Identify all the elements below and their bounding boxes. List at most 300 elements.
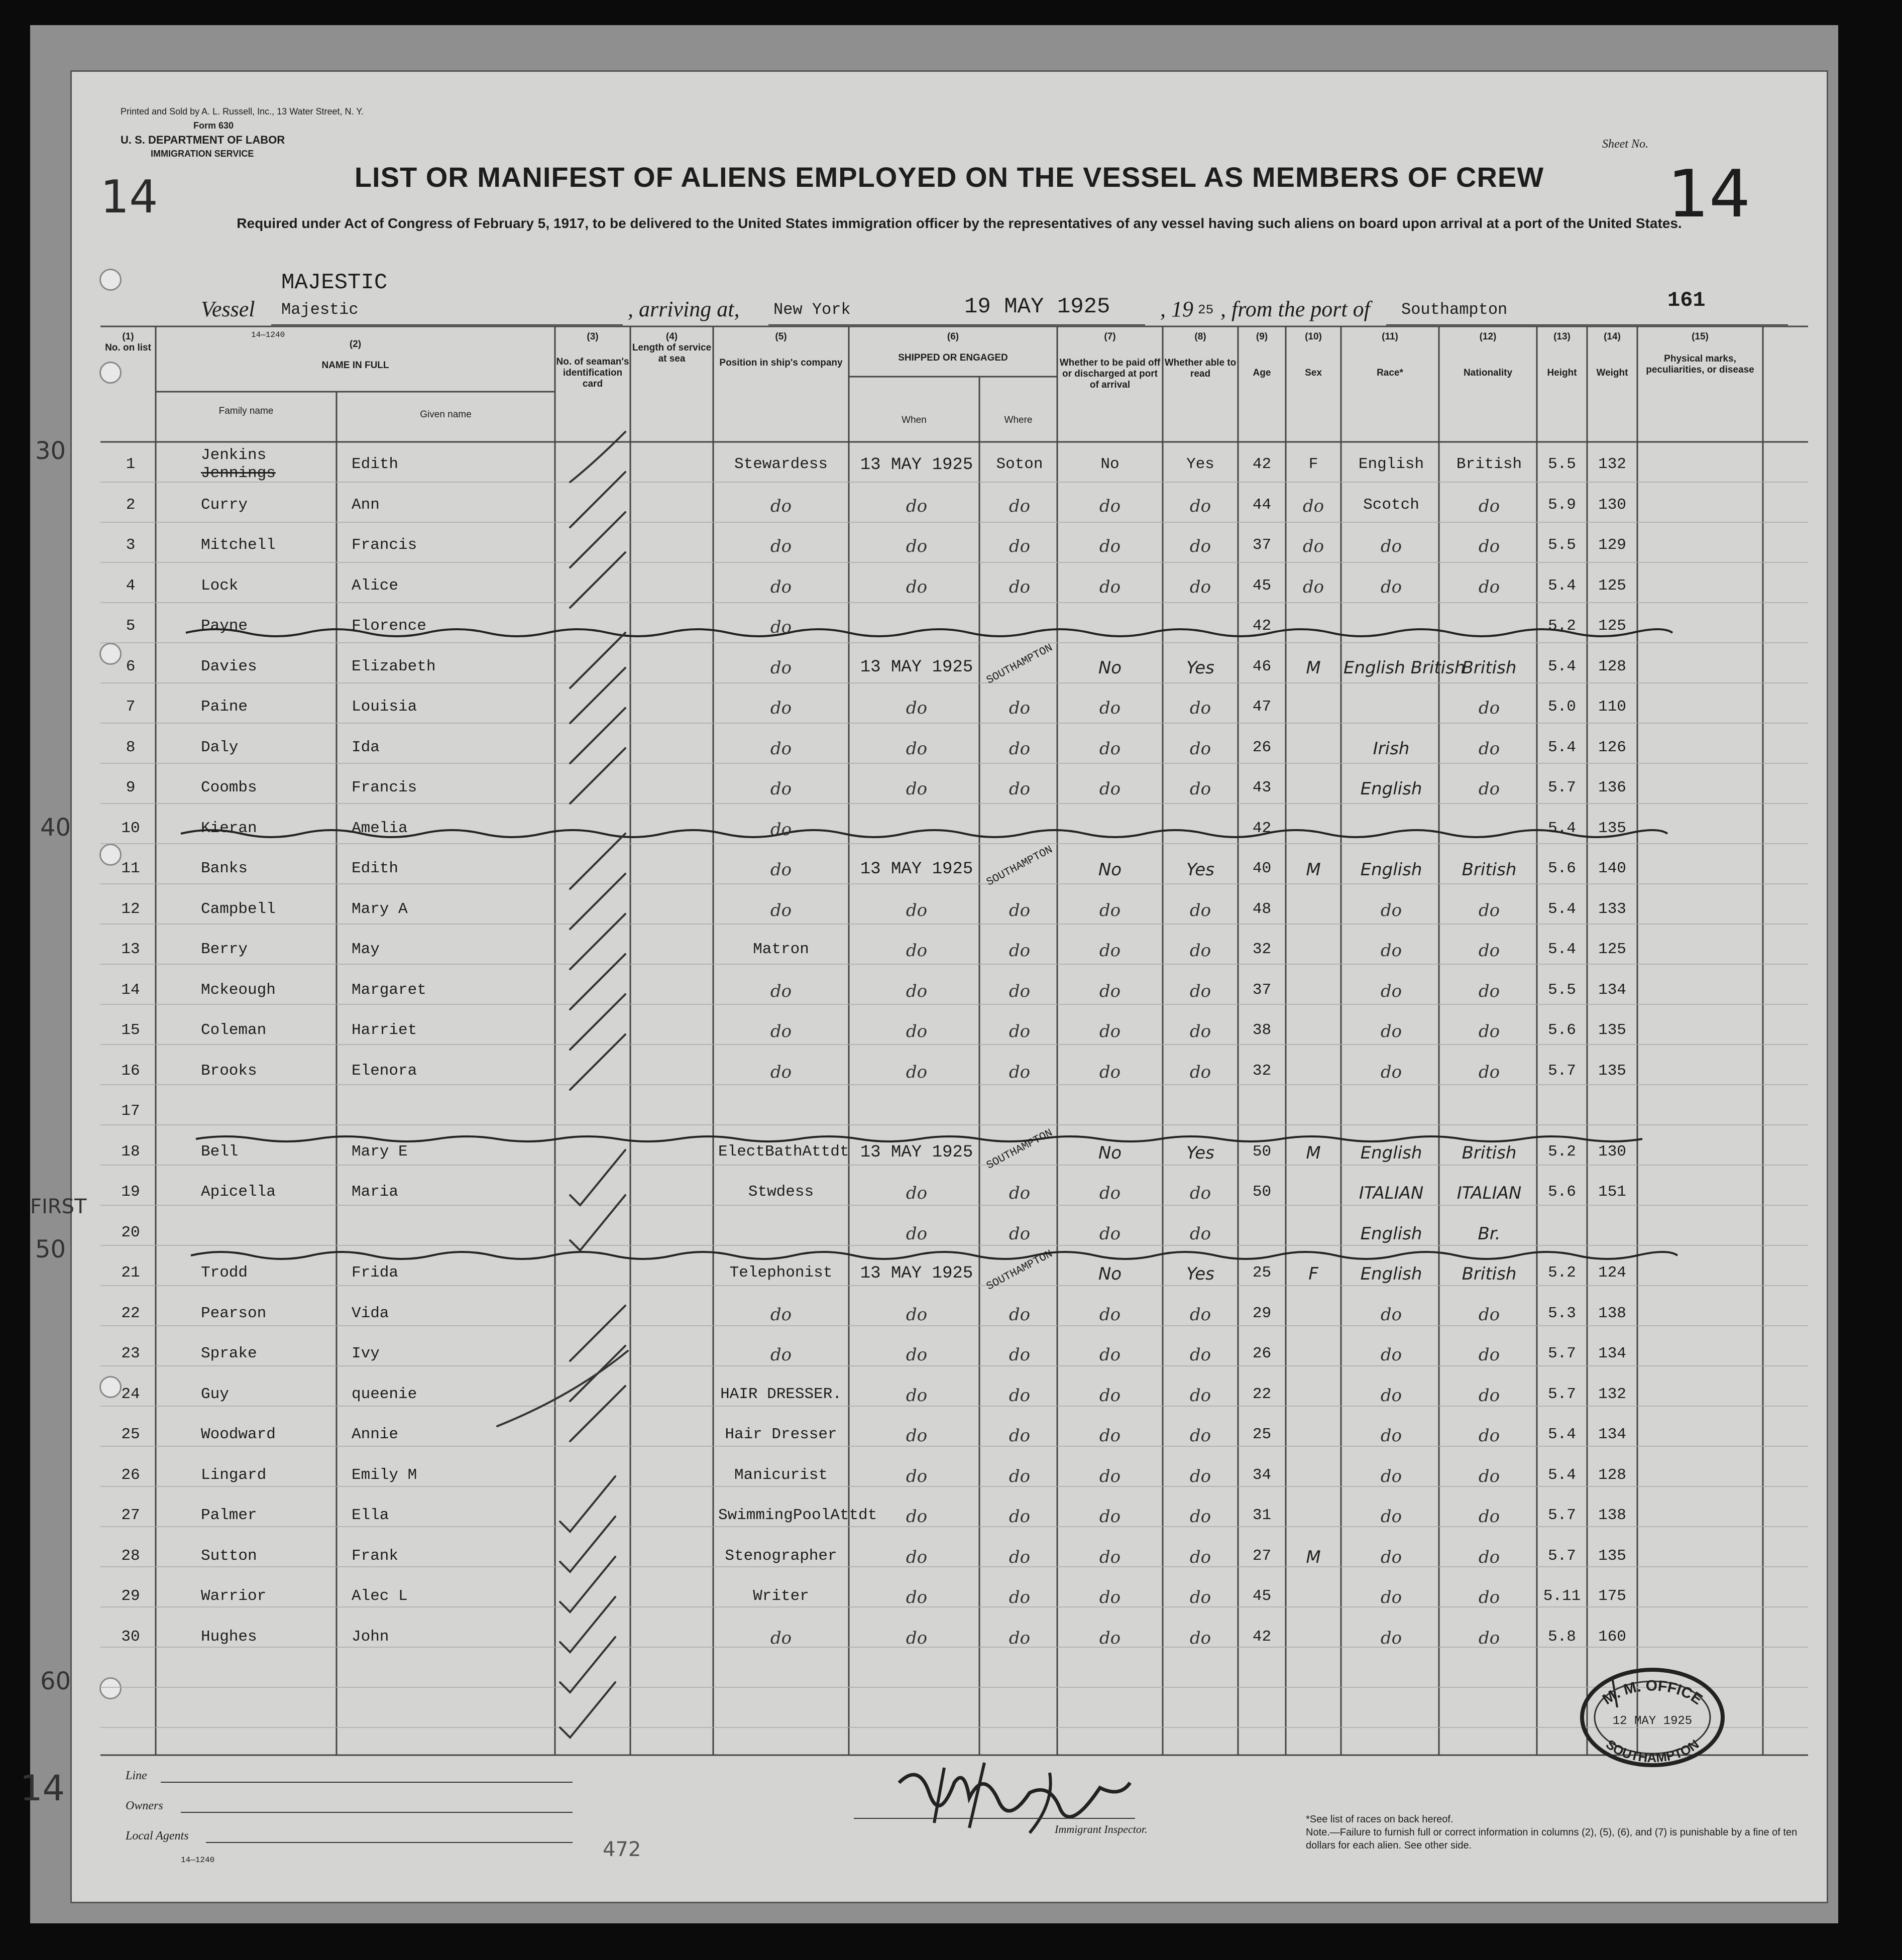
cell-when: do	[906, 1062, 928, 1082]
cell-age: 40	[1252, 860, 1272, 877]
stamp-office-text: M. M. OFFICE	[1599, 1677, 1706, 1708]
cell-when: 13 MAY 1925	[860, 455, 973, 475]
cell-no: 1	[126, 455, 136, 473]
cell-read: do	[1189, 1507, 1211, 1527]
cell-paid: No	[1098, 860, 1122, 880]
cell-height: 5.6	[1548, 860, 1576, 877]
cell-age: 42	[1252, 1628, 1272, 1646]
cell-weight: 135	[1598, 1021, 1626, 1039]
cell-when: do	[906, 1628, 928, 1648]
cell-read: do	[1189, 941, 1211, 961]
cell-position: do	[770, 779, 792, 799]
cell-family: Apicella	[201, 1183, 276, 1201]
cell-weight: 136	[1598, 779, 1626, 796]
punch-hole	[99, 362, 122, 384]
cell-where: do	[1009, 698, 1031, 718]
cell-when: do	[906, 1587, 928, 1607]
cell-age: 47	[1252, 698, 1272, 716]
cell-family: Mitchell	[201, 536, 276, 554]
table-row	[70, 485, 1828, 525]
cell-no: 22	[121, 1304, 140, 1322]
cell-given: Alec L	[352, 1587, 408, 1605]
vessel-stamp: MAJESTIC	[281, 270, 388, 295]
cell-paid: do	[1099, 1062, 1121, 1082]
owners-label: Owners	[126, 1799, 163, 1812]
cell-paid: do	[1099, 698, 1121, 718]
cell-weight: 134	[1598, 1345, 1626, 1362]
cell-given: Maria	[352, 1183, 399, 1201]
stamp-date-text: 12 MAY 1925	[1612, 1714, 1693, 1728]
cell-position: Matron	[753, 941, 809, 958]
cell-height: 5.2	[1548, 1264, 1576, 1282]
table-row	[70, 1495, 1828, 1536]
inspector-label: Immigrant Inspector.	[1055, 1823, 1148, 1835]
punch-hole	[99, 269, 122, 291]
table-row	[70, 687, 1828, 727]
cell-age: 45	[1252, 1587, 1272, 1605]
cell-when: do	[906, 1183, 928, 1203]
cell-family: Berry	[201, 941, 248, 958]
vessel-line	[201, 270, 1808, 339]
cell-height: 5.0	[1548, 698, 1576, 716]
cell-race: Scotch	[1363, 496, 1419, 514]
cell-given: John	[352, 1628, 389, 1646]
margin-note-60: 60	[40, 1667, 71, 1695]
cell-position: SwimmingPoolAttdt	[718, 1507, 877, 1524]
cell-no: 14	[121, 981, 140, 999]
cell-where: do	[1009, 1507, 1031, 1527]
cell-weight: 125	[1598, 941, 1626, 958]
col-header-8: (8) Whether able to read	[1164, 331, 1237, 379]
cell-paid: do	[1099, 779, 1121, 799]
cell-race: do	[1380, 941, 1402, 961]
cell-given: Louisia	[352, 698, 417, 716]
cell-where: SOUTHAMPTON	[984, 1247, 1055, 1293]
cell-nat: do	[1478, 981, 1500, 1001]
cell-nat: do	[1478, 496, 1500, 516]
cell-family: Lingard	[201, 1466, 267, 1484]
cell-where: do	[1009, 536, 1031, 556]
cell-given: Emily M	[352, 1466, 417, 1484]
cell-family: Daly	[201, 738, 239, 756]
local-agents-field	[206, 1842, 573, 1843]
cell-paid: No	[1098, 1264, 1122, 1284]
cell-where: do	[1009, 1547, 1031, 1567]
cell-family: Banks	[201, 860, 248, 877]
col-header-5: (5) Position in ship's company	[719, 331, 843, 368]
cell-read: do	[1189, 738, 1211, 759]
cell-weight: 140	[1598, 860, 1626, 877]
cell-family: Palmer	[201, 1507, 257, 1524]
cell-no: 13	[121, 941, 140, 958]
cell-race: do	[1380, 1426, 1402, 1446]
cell-height: 5.5	[1548, 536, 1576, 554]
cell-read: do	[1189, 1385, 1211, 1406]
table-row	[70, 1617, 1828, 1657]
cell-no: 19	[121, 1183, 140, 1201]
table-row	[70, 1455, 1828, 1495]
cell-weight: 135	[1598, 1062, 1626, 1080]
cell-position: do	[770, 496, 792, 516]
cell-read: Yes	[1186, 860, 1214, 880]
cell-sex: do	[1302, 577, 1324, 597]
table-row	[70, 1415, 1828, 1455]
cell-race: do	[1380, 1304, 1402, 1325]
cell-position: ElectBathAttdt	[718, 1142, 849, 1161]
cell-family: Guy	[201, 1385, 229, 1403]
cell-nat: do	[1478, 1062, 1500, 1082]
cell-position: do	[770, 1062, 792, 1082]
table-row	[70, 1576, 1828, 1617]
cell-paid: No	[1100, 455, 1120, 473]
cell-position: do	[770, 1304, 792, 1325]
cell-where: do	[1009, 1628, 1031, 1648]
cell-age: 37	[1252, 536, 1272, 554]
cell-no: 7	[126, 698, 136, 716]
cell-age: 50	[1252, 1142, 1272, 1161]
table-row	[70, 566, 1828, 606]
cell-family: Jenkins	[201, 446, 267, 464]
cell-race: English	[1358, 455, 1424, 473]
cell-position: do	[770, 1628, 792, 1648]
cell-race: do	[1380, 1345, 1402, 1365]
cell-given: Frank	[352, 1547, 399, 1565]
cell-read: do	[1189, 779, 1211, 799]
cell-when: do	[906, 1304, 928, 1325]
cell-where: do	[1009, 1466, 1031, 1486]
cell-weight: 134	[1598, 981, 1626, 999]
cell-position: do	[770, 900, 792, 920]
col-header-4: (4) Length of service at sea	[632, 331, 712, 364]
cell-read: do	[1189, 1466, 1211, 1486]
table-row	[70, 889, 1828, 930]
svg-text:M. M. OFFICE	[1600, 1677, 1706, 1708]
cell-race: English	[1360, 1264, 1422, 1284]
cell-family: Paine	[201, 698, 248, 716]
cell-family: Coombs	[201, 779, 257, 796]
col-header-14: (14) Weight	[1596, 331, 1628, 378]
cell-family: Campbell	[201, 900, 276, 918]
cell-paid: do	[1099, 738, 1121, 759]
cell-read: do	[1189, 1062, 1211, 1082]
cell-no: 27	[121, 1507, 140, 1524]
cell-weight: 126	[1598, 738, 1626, 756]
table-row	[70, 930, 1828, 970]
col-header-family: Family name	[218, 406, 274, 416]
cell-read: do	[1189, 1183, 1211, 1203]
cell-position: do	[770, 819, 792, 840]
cell-when: 13 MAY 1925	[860, 1142, 973, 1162]
cell-height: 5.4	[1548, 657, 1576, 675]
cell-where: do	[1009, 1223, 1031, 1244]
cell-weight: 130	[1598, 496, 1626, 514]
cell-read: do	[1189, 1628, 1211, 1648]
cell-height: 5.4	[1548, 819, 1576, 837]
cell-read: do	[1189, 1223, 1211, 1244]
cell-position: do	[770, 860, 792, 880]
cell-family: Brooks	[201, 1062, 257, 1080]
table-row	[70, 1374, 1828, 1415]
cell-paid: do	[1099, 1547, 1121, 1567]
table-row	[70, 606, 1828, 646]
cell-race: do	[1380, 1507, 1402, 1527]
sheet-number: 14	[1667, 156, 1751, 232]
cell-family: Bell	[201, 1142, 239, 1161]
col-header-11: (11) Race*	[1377, 331, 1403, 378]
table-row	[70, 525, 1828, 565]
punch-hole	[99, 1677, 122, 1699]
cell-given: Vida	[352, 1304, 389, 1322]
cell-age: 37	[1252, 981, 1272, 999]
cell-position: do	[770, 981, 792, 1001]
cell-when: do	[906, 1426, 928, 1446]
cell-position: do	[770, 617, 792, 637]
cell-paid: do	[1099, 496, 1121, 516]
cell-age: 32	[1252, 941, 1272, 958]
cell-nat: do	[1478, 1587, 1500, 1607]
cell-sex: M	[1306, 1142, 1321, 1163]
from-port-label: , from the port of	[1220, 297, 1370, 321]
cell-read: Yes	[1186, 1264, 1214, 1284]
table-row	[70, 728, 1828, 768]
cell-age: 45	[1252, 577, 1272, 595]
cell-age: 25	[1252, 1426, 1272, 1443]
cell-height: 5.4	[1548, 738, 1576, 756]
cell-no: 17	[121, 1102, 140, 1120]
cell-where: do	[1009, 779, 1031, 799]
cell-paid: No	[1098, 657, 1122, 678]
corner-handwritten-number: 14	[100, 171, 158, 223]
cell-race: do	[1380, 1466, 1402, 1486]
cell-where: do	[1009, 1345, 1031, 1365]
manifest-sheet	[20, 70, 1828, 1903]
table-row	[70, 970, 1828, 1010]
cell-given: May	[352, 941, 380, 958]
vessel-label: Vessel	[201, 297, 255, 321]
cell-nat: do	[1478, 1547, 1500, 1567]
cell-family: Davies	[201, 657, 257, 675]
cell-age: 46	[1252, 657, 1272, 675]
cell-read: do	[1189, 1426, 1211, 1446]
cell-height: 5.7	[1548, 1062, 1576, 1080]
sheet-number-label: Sheet No.	[1602, 138, 1648, 151]
cell-weight: 138	[1598, 1507, 1626, 1524]
cell-given: Annie	[352, 1426, 399, 1443]
cell-where: do	[1009, 900, 1031, 920]
cell-age: 48	[1252, 900, 1272, 918]
cell-read: do	[1189, 1304, 1211, 1325]
cell-where: do	[1009, 1062, 1031, 1082]
cell-weight: 134	[1598, 1426, 1626, 1443]
cell-where: SOUTHAMPTON	[984, 641, 1055, 687]
cell-position: do	[770, 1345, 792, 1365]
table-row	[70, 1334, 1828, 1374]
cell-nat: do	[1478, 900, 1500, 920]
cell-age: 32	[1252, 1062, 1272, 1080]
cell-when: 13 MAY 1925	[860, 1264, 973, 1283]
cell-weight: 125	[1598, 577, 1626, 595]
table-row	[70, 1536, 1828, 1576]
cell-age: 42	[1252, 617, 1272, 635]
cell-position: Stwdess	[748, 1183, 814, 1201]
table-row	[70, 444, 1828, 485]
arrival-date-stamp: 19 MAY 1925	[964, 294, 1110, 319]
cell-nat: do	[1478, 779, 1500, 799]
cell-weight: 110	[1598, 698, 1626, 716]
cell-family: Mckeough	[201, 981, 276, 999]
cell-no: 25	[121, 1426, 140, 1443]
cell-nat: do	[1478, 577, 1500, 597]
cell-where: do	[1009, 1426, 1031, 1446]
cell-nat: do	[1478, 1628, 1500, 1648]
cell-race: do	[1380, 1587, 1402, 1607]
cell-height: 5.2	[1548, 617, 1576, 635]
cell-height: 5.3	[1548, 1304, 1576, 1322]
document-subtitle: Required under Act of Congress of February 5, 1917, to be delivered to the United States immigration officer by the representatives of any vessel having such aliens on board upon arrival at a port of the United States.	[237, 215, 1682, 231]
cell-paid: do	[1099, 1628, 1121, 1648]
cell-nat: British	[1462, 1264, 1517, 1284]
departure-port: Southampton	[1401, 300, 1508, 319]
cell-when: do	[906, 536, 928, 556]
cell-no: 16	[121, 1062, 140, 1080]
cell-age: 38	[1252, 1021, 1272, 1039]
cell-where: do	[1009, 1304, 1031, 1325]
cell-height: 5.6	[1548, 1021, 1576, 1039]
margin-note-40: 40	[40, 814, 71, 842]
cell-when: do	[906, 1021, 928, 1042]
cell-no: 8	[126, 738, 136, 756]
cell-position: do	[770, 657, 792, 678]
cell-race: do	[1380, 577, 1402, 597]
cell-nat: British	[1462, 1142, 1517, 1163]
inspector-signature-line	[854, 1818, 1135, 1819]
cell-race: do	[1380, 1021, 1402, 1042]
cell-where: Soton	[996, 455, 1043, 473]
cell-nat: do	[1478, 698, 1500, 718]
table-row	[70, 843, 1828, 889]
cell-position: HAIR DRESSER.	[720, 1385, 842, 1403]
cell-paid: do	[1099, 1466, 1121, 1486]
cell-where: do	[1009, 981, 1031, 1001]
cell-no: 12	[121, 900, 140, 918]
cell-no: 23	[121, 1345, 140, 1362]
cell-no: 10	[121, 819, 140, 837]
cell-given: Francis	[352, 536, 417, 554]
cell-paid: do	[1099, 1183, 1121, 1203]
cell-sex: M	[1306, 1547, 1321, 1567]
cell-when: do	[906, 1223, 928, 1244]
cell-no: 21	[121, 1264, 140, 1282]
cell-when: do	[906, 1385, 928, 1406]
cell-read: do	[1189, 496, 1211, 516]
cell-when: do	[906, 900, 928, 920]
vessel-name: Majestic	[281, 300, 359, 319]
cell-given: Mary E	[352, 1142, 408, 1161]
vessel-underline	[271, 324, 623, 325]
cell-given: Edith	[352, 455, 399, 473]
cell-family: Sutton	[201, 1547, 257, 1565]
cell-where: SOUTHAMPTON	[984, 1126, 1055, 1172]
cell-no: 18	[121, 1142, 140, 1161]
date-underline	[954, 324, 1145, 325]
cell-paid: do	[1099, 1345, 1121, 1365]
cell-where: do	[1009, 941, 1031, 961]
cell-family: Lock	[201, 577, 239, 595]
office-oval-stamp	[1577, 1665, 1728, 1770]
cell-when: do	[906, 1547, 928, 1567]
cell-position: Manicurist	[734, 1466, 828, 1484]
cell-age: 29	[1252, 1304, 1272, 1322]
cell-read: do	[1189, 577, 1211, 597]
cell-weight: 135	[1598, 1547, 1626, 1565]
cell-weight: 175	[1598, 1587, 1626, 1605]
line-field	[161, 1782, 573, 1783]
cell-given: queenie	[352, 1385, 417, 1403]
table-row	[70, 1051, 1828, 1091]
cell-position: do	[770, 698, 792, 718]
cell-nat: do	[1478, 1507, 1500, 1527]
margin-note-bottom: 14	[20, 1768, 65, 1809]
cell-age: 27	[1252, 1547, 1272, 1565]
table-row	[70, 809, 1828, 849]
cell-family: Sprake	[201, 1345, 257, 1362]
col-header-when: When	[902, 415, 927, 425]
cell-family: Woodward	[201, 1426, 276, 1443]
stamp-place-text: SOUTHAMPTON	[1603, 1736, 1702, 1766]
col-header-15: (15) Physical marks, peculiarities, or disease	[1646, 331, 1754, 375]
cell-position: do	[770, 536, 792, 556]
cell-race: English	[1360, 1223, 1422, 1244]
cell-given: Ann	[352, 496, 380, 514]
cell-no: 6	[126, 657, 136, 675]
cell-age: 42	[1252, 819, 1272, 837]
cell-no: 15	[121, 1021, 140, 1039]
cell-when: do	[906, 779, 928, 799]
cell-height: 5.7	[1548, 1385, 1576, 1403]
cell-weight: 132	[1598, 1385, 1626, 1403]
cell-when: 13 MAY 1925	[860, 657, 973, 677]
line-label: Line	[126, 1769, 147, 1782]
cell-height: 5.4	[1548, 1466, 1576, 1484]
cell-sex: do	[1302, 536, 1324, 556]
cell-where: do	[1009, 1021, 1031, 1042]
table-row	[70, 1172, 1828, 1212]
table-row	[70, 768, 1828, 808]
cell-age: 26	[1252, 738, 1272, 756]
cell-no: 4	[126, 577, 136, 595]
cell-where: do	[1009, 738, 1031, 759]
cell-weight: 151	[1598, 1183, 1626, 1201]
cell-paid: do	[1099, 1587, 1121, 1607]
cell-weight: 133	[1598, 900, 1626, 918]
cell-height: 5.4	[1548, 941, 1576, 958]
cell-paid: do	[1099, 577, 1121, 597]
cell-height: 5.6	[1548, 1183, 1576, 1201]
cell-height: 5.7	[1548, 1507, 1576, 1524]
cell-nat: British	[1462, 657, 1517, 678]
cell-given: Harriet	[352, 1021, 417, 1039]
cell-paid: do	[1099, 1223, 1121, 1244]
cell-position: Writer	[753, 1587, 809, 1605]
cell-nat: do	[1478, 738, 1500, 759]
cell-given: Florence	[352, 617, 426, 635]
cell-weight: 124	[1598, 1264, 1626, 1282]
footer-code: 14—1240	[181, 1856, 215, 1865]
cell-no: 26	[121, 1466, 140, 1484]
cell-race: do	[1380, 1628, 1402, 1648]
cell-paid: do	[1099, 900, 1121, 920]
table-row	[70, 1247, 1828, 1293]
